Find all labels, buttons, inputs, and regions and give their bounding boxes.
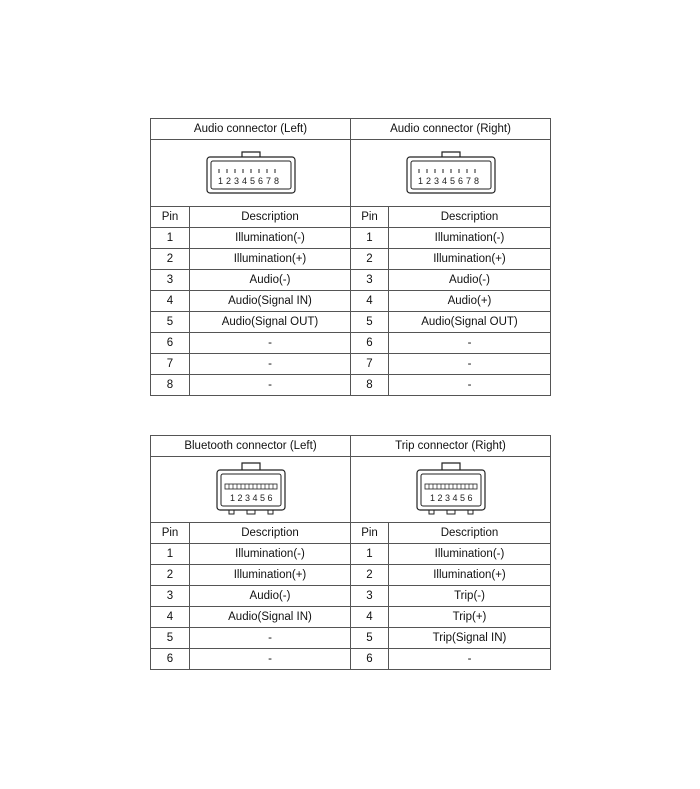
right-pin-number: 5 <box>351 628 389 649</box>
bluetooth-trip-connector-table <box>150 435 551 670</box>
table-row <box>151 333 551 354</box>
left-pin-number: 5 <box>151 628 190 649</box>
audio-left-pin-label: 5 <box>249 176 255 186</box>
audio-right-pin-label: 1 <box>417 176 423 186</box>
left-pin-description: Audio(Signal OUT) <box>190 312 351 333</box>
right-pin-description: Audio(+) <box>389 291 551 312</box>
bluetooth-pin-label: 1 <box>229 492 235 503</box>
left-pin-description: Audio(Signal IN) <box>190 607 351 628</box>
right-pin-description: - <box>389 375 551 396</box>
left-pin-description: Audio(Signal IN) <box>190 291 351 312</box>
right-pin-description: - <box>389 354 551 375</box>
pin-column-header: Pin <box>351 523 389 544</box>
left-pin-number: 5 <box>151 312 190 333</box>
right-pin-number: 4 <box>351 607 389 628</box>
left-pin-description: Audio(-) <box>190 586 351 607</box>
bluetooth-pin-label: 6 <box>267 492 273 503</box>
left-pin-description: Illumination(-) <box>190 544 351 565</box>
bluetooth-pin-label: 2 <box>237 492 243 503</box>
left-pin-number: 1 <box>151 228 190 249</box>
left-pin-description: Illumination(+) <box>190 249 351 270</box>
audio-right-pin-label: 3 <box>433 176 439 186</box>
trip-pin-label: 3 <box>444 492 450 503</box>
right-pin-number: 2 <box>351 565 389 586</box>
left-pin-number: 2 <box>151 565 190 586</box>
audio-left-pin-label: 3 <box>233 176 239 186</box>
right-pin-description: - <box>389 333 551 354</box>
left-pin-number: 4 <box>151 607 190 628</box>
audio-right-pin-label: 7 <box>465 176 471 186</box>
description-column-header: Description <box>389 207 551 228</box>
right-pin-description: Illumination(+) <box>389 249 551 270</box>
right-pin-number: 6 <box>351 649 389 670</box>
left-pin-description: - <box>190 375 351 396</box>
audio-left-pin-label: 7 <box>265 176 271 186</box>
table-row <box>151 354 551 375</box>
audio-left-pin-label: 1 <box>217 176 223 186</box>
bluetooth-left-title: Bluetooth connector (Left) <box>151 436 351 457</box>
trip-pin-label: 6 <box>467 492 473 503</box>
table-row <box>151 565 551 586</box>
table-row <box>151 607 551 628</box>
left-pin-number: 4 <box>151 291 190 312</box>
pin-column-header: Pin <box>151 207 190 228</box>
bluetooth-pin-label: 4 <box>252 492 258 503</box>
right-pin-description: Audio(Signal OUT) <box>389 312 551 333</box>
right-pin-description: Audio(-) <box>389 270 551 291</box>
table-row <box>151 544 551 565</box>
description-column-header: Description <box>190 207 351 228</box>
audio-right-connector-cell <box>351 140 551 207</box>
description-column-header: Description <box>190 523 351 544</box>
trip-pin-label: 1 <box>429 492 435 503</box>
trip-pin-label: 4 <box>452 492 458 503</box>
bluetooth-connector-cell <box>151 457 351 523</box>
right-pin-description: Illumination(+) <box>389 565 551 586</box>
table-row <box>151 249 551 270</box>
right-pin-description: Illumination(-) <box>389 544 551 565</box>
trip-pin-label: 5 <box>459 492 465 503</box>
right-pin-number: 1 <box>351 544 389 565</box>
left-pin-number: 1 <box>151 544 190 565</box>
right-pin-number: 8 <box>351 375 389 396</box>
left-pin-number: 2 <box>151 249 190 270</box>
left-pin-description: Illumination(+) <box>190 565 351 586</box>
audio-right-pin-label: 5 <box>449 176 455 186</box>
right-pin-number: 5 <box>351 312 389 333</box>
right-pin-description: - <box>389 649 551 670</box>
right-pin-number: 6 <box>351 333 389 354</box>
trip-pin-label: 2 <box>437 492 443 503</box>
bluetooth-connector-diagram <box>216 462 286 518</box>
left-pin-description: - <box>190 628 351 649</box>
audio-right-title: Audio connector (Right) <box>351 119 551 140</box>
audio-left-connector-cell <box>151 140 351 207</box>
left-pin-number: 8 <box>151 375 190 396</box>
trip-connector-cell <box>351 457 551 523</box>
audio-right-pin-label: 4 <box>441 176 447 186</box>
left-pin-description: Illumination(-) <box>190 228 351 249</box>
left-pin-number: 3 <box>151 586 190 607</box>
right-pin-description: Trip(Signal IN) <box>389 628 551 649</box>
left-pin-number: 3 <box>151 270 190 291</box>
bluetooth-pin-label: 5 <box>259 492 265 503</box>
right-pin-number: 7 <box>351 354 389 375</box>
audio-left-pin-label: 8 <box>273 176 279 186</box>
table-row <box>151 628 551 649</box>
trip-right-title: Trip connector (Right) <box>351 436 551 457</box>
pin-column-header: Pin <box>151 523 190 544</box>
audio-left-pin-label: 2 <box>225 176 231 186</box>
left-pin-description: - <box>190 354 351 375</box>
audio-right-pin-label: 8 <box>473 176 479 186</box>
bluetooth-pin-label: 3 <box>244 492 250 503</box>
description-column-header: Description <box>389 523 551 544</box>
left-pin-number: 6 <box>151 649 190 670</box>
audio-right-pin-label: 2 <box>425 176 431 186</box>
left-pin-number: 6 <box>151 333 190 354</box>
left-pin-description: - <box>190 333 351 354</box>
right-pin-number: 3 <box>351 586 389 607</box>
audio-left-connector-diagram <box>206 151 296 195</box>
right-pin-number: 3 <box>351 270 389 291</box>
audio-connector-table <box>150 118 551 396</box>
right-pin-number: 1 <box>351 228 389 249</box>
pin-column-header: Pin <box>351 207 389 228</box>
right-pin-description: Trip(-) <box>389 586 551 607</box>
table-row <box>151 291 551 312</box>
table-row <box>151 375 551 396</box>
audio-left-pin-label: 4 <box>241 176 247 186</box>
right-pin-description: Illumination(-) <box>389 228 551 249</box>
trip-connector-diagram <box>416 462 486 518</box>
table-row <box>151 649 551 670</box>
audio-left-title: Audio connector (Left) <box>151 119 351 140</box>
right-pin-description: Trip(+) <box>389 607 551 628</box>
left-pin-number: 7 <box>151 354 190 375</box>
table-row <box>151 312 551 333</box>
table-row <box>151 586 551 607</box>
right-pin-number: 2 <box>351 249 389 270</box>
table-row <box>151 270 551 291</box>
audio-right-connector-diagram <box>406 151 496 195</box>
audio-right-pin-label: 6 <box>457 176 463 186</box>
left-pin-description: - <box>190 649 351 670</box>
table-row <box>151 228 551 249</box>
audio-left-pin-label: 6 <box>257 176 263 186</box>
right-pin-number: 4 <box>351 291 389 312</box>
left-pin-description: Audio(-) <box>190 270 351 291</box>
